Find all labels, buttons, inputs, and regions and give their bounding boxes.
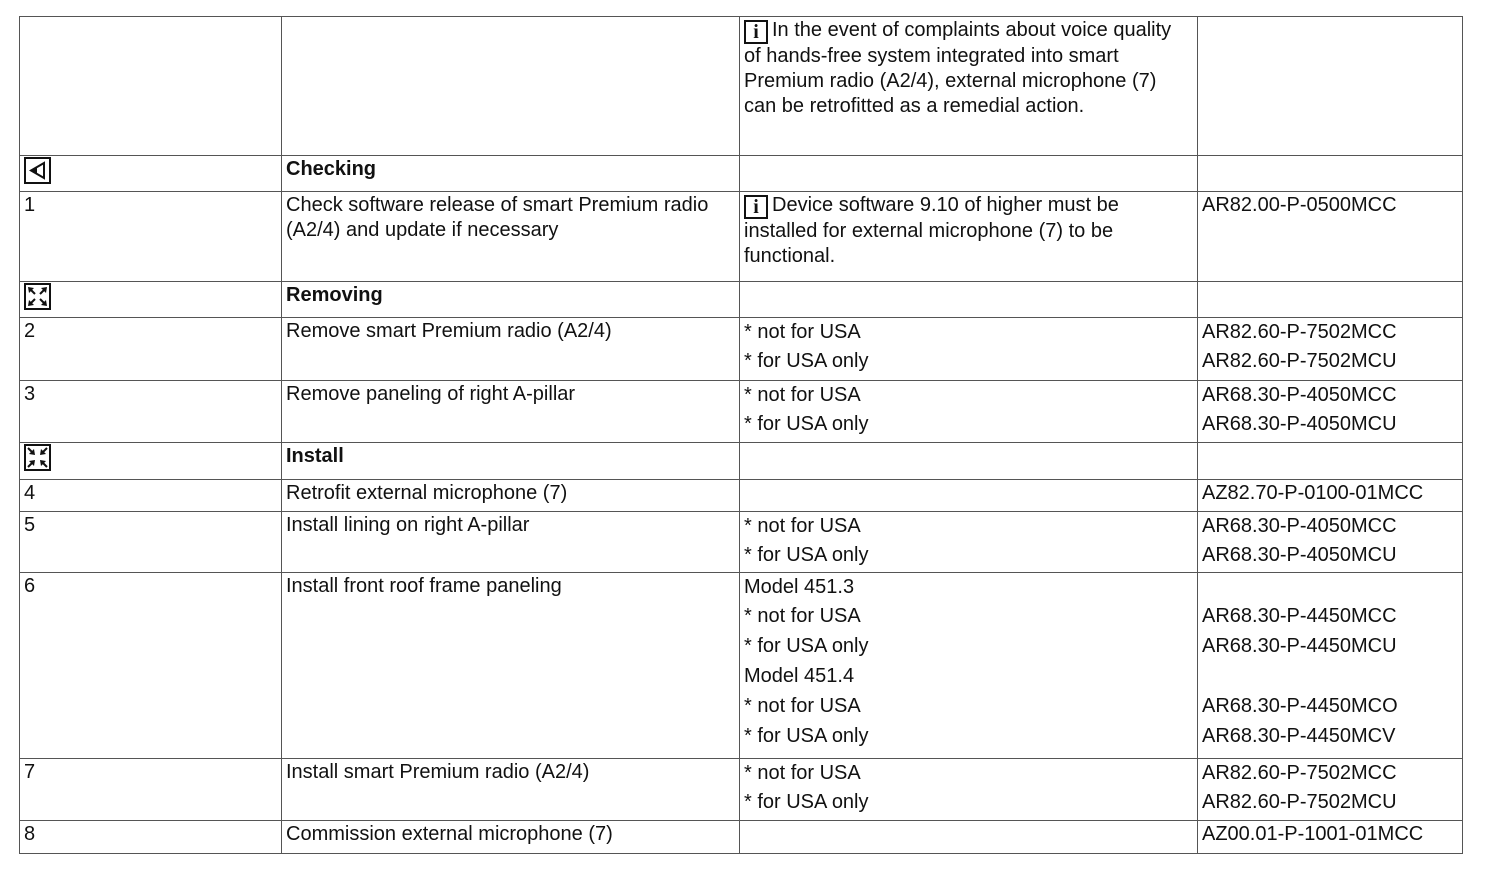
reference-link[interactable]: AR68.30-P-4450MCU: [1202, 635, 1397, 657]
step-row: [20, 512, 1463, 573]
step-action: Check software release of smart Premium radio (A2/4) and update if necessary: [282, 192, 740, 282]
step-action: Remove smart Premium radio (A2/4): [282, 318, 740, 381]
intro-note: In the event of complaints about voice quality of hands-free system integrated into smart Premium radio (A2/4), external microphone (7) can be retrofitted as a remedial action.: [744, 19, 1172, 117]
reference-link[interactable]: AR68.30-P-4450MCV: [1202, 725, 1396, 747]
blank-cell: [20, 17, 282, 156]
check-triangle-icon: [24, 157, 51, 184]
step-row: [20, 573, 1463, 759]
variant-note: * for USA only: [744, 791, 869, 813]
removal-arrows-icon: [24, 283, 51, 310]
blank-cell: [1198, 156, 1463, 192]
variant-note: * not for USA: [744, 384, 861, 406]
step-note-cell: [740, 573, 1198, 759]
step-action: Install smart Premium radio (A2/4): [282, 759, 740, 821]
reference-link[interactable]: AR68.30-P-4050MCU: [1202, 544, 1397, 566]
reference-cell: [1198, 318, 1463, 381]
section-icon-cell: [20, 282, 282, 318]
step-number: 7: [20, 759, 282, 821]
step-number: 3: [20, 381, 282, 443]
step-row: [20, 480, 1463, 512]
info-icon: i: [744, 195, 768, 219]
section-checking-row: [20, 156, 1463, 192]
reference-link[interactable]: AR82.60-P-7502MCU: [1202, 791, 1397, 813]
reference-link: [1202, 661, 1457, 691]
step-number: 6: [20, 573, 282, 759]
step-row: [20, 381, 1463, 443]
section-title: Removing: [282, 282, 740, 318]
step-note: Device software 9.10 of higher must be installed for external microphone (7) to be functional.: [744, 194, 1119, 267]
reference-cell: [1198, 381, 1463, 443]
step-note-cell: [740, 512, 1198, 573]
step-number: 5: [20, 512, 282, 573]
variant-note: * not for USA: [744, 762, 861, 784]
step-row: [20, 192, 1463, 282]
variant-note: * for USA only: [744, 544, 869, 566]
blank-cell: [1198, 282, 1463, 318]
reference-link: [1202, 574, 1457, 601]
step-action: Install front roof frame paneling: [282, 573, 740, 759]
reference-link[interactable]: AR68.30-P-4450MCO: [1202, 695, 1398, 717]
step-note-cell: [740, 318, 1198, 381]
section-title: Install: [282, 443, 740, 480]
step-action: Remove paneling of right A-pillar: [282, 381, 740, 443]
variant-note: * not for USA: [744, 605, 861, 627]
step-row: [20, 318, 1463, 381]
blank-cell: [1198, 17, 1463, 156]
reference-cell: [1198, 759, 1463, 821]
section-install-row: [20, 443, 1463, 480]
step-number: 2: [20, 318, 282, 381]
blank-cell: [740, 443, 1198, 480]
reference-link[interactable]: AR82.60-P-7502MCC: [1202, 762, 1397, 784]
variant-note: * for USA only: [744, 413, 869, 435]
intro-note-cell: [740, 17, 1198, 156]
reference-link[interactable]: AR68.30-P-4450MCC: [1202, 605, 1397, 627]
blank-cell: [740, 156, 1198, 192]
reference-link[interactable]: AR82.60-P-7502MCC: [1202, 321, 1397, 343]
blank-cell: [282, 17, 740, 156]
reference-link[interactable]: AR68.30-P-4050MCC: [1202, 384, 1397, 406]
info-icon: i: [744, 20, 768, 44]
variant-note: * not for USA: [744, 515, 861, 537]
section-icon-cell: [20, 443, 282, 480]
step-number: 8: [20, 821, 282, 854]
variant-note: * for USA only: [744, 635, 869, 657]
section-title: Checking: [282, 156, 740, 192]
step-note-cell: [740, 381, 1198, 443]
reference-link[interactable]: AR68.30-P-4050MCU: [1202, 413, 1397, 435]
variant-note: * for USA only: [744, 350, 869, 372]
step-action: Retrofit external microphone (7): [282, 480, 740, 512]
blank-cell: [1198, 443, 1463, 480]
reference-link[interactable]: AR82.60-P-7502MCU: [1202, 350, 1397, 372]
step-note-cell: [740, 192, 1198, 282]
reference-link[interactable]: AR68.30-P-4050MCC: [1202, 515, 1397, 537]
variant-note: * for USA only: [744, 725, 869, 747]
step-row: [20, 821, 1463, 854]
section-icon-cell: [20, 156, 282, 192]
reference-cell: [1198, 512, 1463, 573]
step-note-cell: [740, 759, 1198, 821]
step-number: 4: [20, 480, 282, 512]
reference-link[interactable]: AZ00.01-P-1001-01MCC: [1198, 821, 1463, 854]
step-action: Install lining on right A-pillar: [282, 512, 740, 573]
intro-row: [20, 17, 1463, 156]
section-removing-row: [20, 282, 1463, 318]
model-label: Model 451.3: [744, 576, 855, 598]
procedure-table: [19, 16, 1463, 854]
installation-arrows-icon: [24, 444, 51, 471]
reference-link[interactable]: AR82.00-P-0500MCC: [1198, 192, 1463, 282]
blank-cell: [740, 480, 1198, 512]
blank-cell: [740, 282, 1198, 318]
step-action: Commission external microphone (7): [282, 821, 740, 854]
reference-link[interactable]: AZ82.70-P-0100-01MCC: [1198, 480, 1463, 512]
step-number: 1: [20, 192, 282, 282]
variant-note: * not for USA: [744, 321, 861, 343]
reference-cell: [1198, 573, 1463, 759]
model-label: Model 451.4: [744, 665, 855, 687]
variant-note: * not for USA: [744, 695, 861, 717]
blank-cell: [740, 821, 1198, 854]
step-row: [20, 759, 1463, 821]
